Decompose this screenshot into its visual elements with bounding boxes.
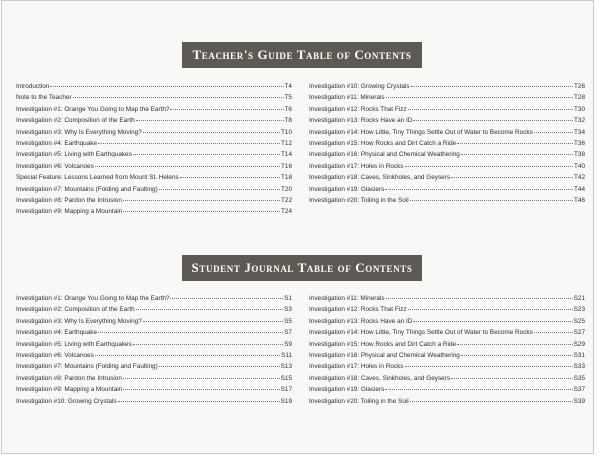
- toc-entry-title: Introduction: [16, 83, 50, 90]
- toc-dot-leader: [170, 109, 283, 110]
- toc-dot-leader: [405, 366, 573, 367]
- toc-dot-leader: [136, 120, 284, 121]
- toc-dot-leader: [98, 332, 283, 333]
- toc-dot-leader: [386, 97, 573, 98]
- toc-entry-title: Investigation #20: Toiling in the Soil: [309, 196, 409, 204]
- toc-dot-leader: [123, 378, 280, 379]
- toc-entry-title: Investigation #1: Orange You Going to Map the Earth?: [16, 105, 170, 113]
- toc-dot-leader: [413, 321, 572, 322]
- toc-dot-leader: [408, 309, 573, 310]
- toc-entry-page: S29: [573, 340, 585, 348]
- toc-entry-page: T32: [573, 117, 585, 125]
- toc-dot-leader: [534, 332, 573, 333]
- document-page: [1, 0, 594, 454]
- student-journal-toc-entry: [16, 373, 292, 384]
- toc-entry-page: S23: [573, 306, 585, 314]
- toc-entry-page: S39: [573, 397, 585, 405]
- toc-dot-leader: [385, 189, 573, 190]
- toc-dot-leader: [133, 344, 283, 345]
- toc-entry-page: S15: [280, 374, 292, 382]
- toc-dot-leader: [73, 97, 284, 98]
- toc-entry-title: Investigation #5: Living with Earthquakes: [16, 151, 132, 159]
- toc-entry-page: T38: [573, 151, 585, 159]
- teacher-guide-toc-entry: [309, 138, 585, 149]
- toc-dot-leader: [411, 86, 573, 87]
- teacher-guide-toc-entry: [309, 92, 585, 103]
- toc-entry-page: T22: [280, 196, 292, 204]
- student-journal-toc-left: [16, 293, 292, 407]
- toc-dot-leader: [133, 154, 280, 155]
- toc-entry-page: T46: [573, 196, 585, 204]
- toc-entry-page: T34: [573, 128, 585, 136]
- teacher-guide-toc-entry: [16, 195, 292, 206]
- student-journal-heading: Student Journal Table of Contents: [182, 255, 422, 281]
- toc-entry-title: Investigation #8: Pardon the Intrusion: [16, 196, 122, 204]
- toc-dot-leader: [385, 389, 572, 390]
- toc-entry-page: T6: [284, 105, 292, 113]
- toc-dot-leader: [451, 177, 573, 178]
- toc-dot-leader: [457, 143, 573, 144]
- toc-entry-title: Investigation #1: Orange You Going to Map the Earth?: [16, 295, 170, 302]
- student-journal-toc-entry: [16, 361, 292, 372]
- toc-dot-leader: [457, 344, 573, 345]
- toc-entry-title: Investigation #13: Rocks Have an ID: [309, 317, 413, 325]
- teacher-guide-toc-entry: [16, 92, 292, 103]
- toc-entry-title: Investigation #6: Volcanoes: [16, 351, 94, 359]
- toc-entry-page: T30: [573, 105, 585, 113]
- student-journal-toc-right: [309, 293, 585, 407]
- student-journal-toc-entry: [309, 316, 585, 327]
- student-journal-toc-entry: [16, 384, 292, 395]
- toc-entry-title: Investigation #11: Minerals: [309, 295, 385, 302]
- teacher-guide-toc-entry: [309, 195, 585, 206]
- toc-entry-title: Investigation #15: How Rocks and Dirt Catch a Ride: [309, 340, 457, 348]
- toc-entry-page: T8: [284, 117, 292, 125]
- toc-entry-title: Investigation #12: Rocks That Fizz: [309, 105, 407, 113]
- toc-dot-leader: [95, 166, 280, 167]
- toc-entry-title: Investigation #7: Mountains (Folding and Faulting): [16, 185, 158, 193]
- toc-entry-page: S7: [284, 329, 292, 337]
- toc-entry-page: S11: [281, 351, 292, 359]
- toc-dot-leader: [136, 309, 284, 310]
- student-journal-toc-entry: [309, 361, 585, 372]
- teacher-guide-toc-entry: [309, 184, 585, 195]
- teacher-guide-toc-entry: [16, 149, 292, 160]
- toc-dot-leader: [405, 166, 573, 167]
- toc-entry-page: T42: [573, 174, 585, 182]
- toc-dot-leader: [98, 143, 280, 144]
- toc-entry-title: Investigation #10: Growing Crystals: [16, 397, 117, 405]
- toc-dot-leader: [118, 401, 280, 402]
- toc-entry-title: Investigation #9: Mapping a Mountain: [16, 208, 123, 216]
- toc-entry-page: S5: [284, 317, 292, 325]
- toc-entry-title: Investigation #13: Rocks Have an ID: [309, 117, 413, 125]
- toc-entry-page: T18: [280, 174, 292, 182]
- toc-dot-leader: [123, 211, 280, 212]
- toc-entry-page: S25: [573, 317, 585, 325]
- toc-dot-leader: [159, 189, 280, 190]
- toc-entry-title: Investigation #2: Composition of the Earth: [16, 117, 135, 125]
- toc-entry-title: Investigation #3: Why Is Everything Moving?: [16, 317, 142, 325]
- toc-dot-leader: [451, 378, 573, 379]
- toc-entry-title: Investigation #5: Living with Earthquakes: [16, 340, 132, 348]
- student-journal-toc-entry: [309, 339, 585, 350]
- teacher-guide-toc-entry: [309, 161, 585, 172]
- toc-entry-title: Investigation #12: Rocks That Fizz: [309, 306, 407, 314]
- toc-entry-title: Investigation #16: Physical and Chemical Weathering: [309, 151, 460, 159]
- toc-entry-page: T12: [280, 139, 292, 147]
- toc-entry-page: S27: [573, 329, 585, 337]
- teacher-guide-toc-left: [16, 81, 292, 218]
- student-journal-toc-entry: [309, 304, 585, 315]
- toc-dot-leader: [410, 200, 573, 201]
- toc-dot-leader: [50, 86, 283, 87]
- student-journal-toc-entry: [16, 316, 292, 327]
- toc-entry-title: Investigation #8: Pardon the Intrusion: [16, 374, 122, 382]
- toc-entry-title: Investigation #11: Minerals: [309, 94, 385, 102]
- teacher-guide-toc-entry: [16, 138, 292, 149]
- toc-entry-title: Investigation #7: Mountains (Folding and Faulting): [16, 363, 158, 371]
- toc-entry-title: Investigation #6: Volcanoes: [16, 162, 94, 170]
- teacher-guide-toc-right: [309, 81, 585, 206]
- toc-entry-title: Investigation #17: Holes in Rocks: [309, 162, 404, 170]
- toc-dot-leader: [180, 177, 280, 178]
- toc-entry-page: S31: [573, 351, 585, 359]
- toc-entry-title: Investigation #18: Caves, Sinkholes, and Geysers: [309, 174, 451, 182]
- teacher-guide-toc-entry: [16, 172, 292, 183]
- student-journal-toc-entry: [309, 350, 585, 361]
- teacher-guide-toc-entry: [309, 115, 585, 126]
- toc-entry-title: Investigation #14: How Little, Tiny Things Settle Out of Water to Become Rocks: [309, 329, 533, 337]
- student-journal-toc-entry: [16, 339, 292, 350]
- teacher-guide-toc-entry: [309, 127, 585, 138]
- student-journal-toc-entry: [309, 293, 585, 304]
- student-journal-toc-entry: [16, 304, 292, 315]
- toc-dot-leader: [534, 132, 573, 133]
- toc-dot-leader: [461, 355, 573, 356]
- toc-entry-page: T40: [573, 162, 585, 170]
- toc-entry-page: T28: [573, 94, 585, 102]
- toc-entry-page: S33: [573, 363, 585, 371]
- toc-entry-title: Investigation #2: Composition of the Earth: [16, 306, 135, 314]
- toc-entry-page: S19: [280, 397, 292, 405]
- teacher-guide-toc-entry: [16, 81, 292, 92]
- toc-entry-title: Investigation #4: Earthquake: [16, 329, 98, 337]
- toc-entry-page: S1: [284, 295, 292, 302]
- toc-dot-leader: [159, 366, 280, 367]
- toc-entry-page: T36: [573, 139, 585, 147]
- toc-entry-title: Investigation #10: Growing Crystals: [309, 83, 410, 90]
- toc-entry-page: T14: [280, 151, 292, 159]
- teacher-guide-toc-entry: [16, 206, 292, 217]
- toc-entry-title: Investigation #17: Holes in Rocks: [309, 363, 404, 371]
- toc-entry-title: Investigation #20: Toiling in the Soil: [309, 397, 409, 405]
- toc-dot-leader: [95, 355, 280, 356]
- toc-dot-leader: [143, 321, 283, 322]
- teacher-guide-toc-entry: [309, 104, 585, 115]
- teacher-guide-toc-entry: [16, 127, 292, 138]
- toc-entry-title: Investigation #18: Caves, Sinkholes, and Geysers: [309, 374, 451, 382]
- teacher-guide-toc-entry: [309, 172, 585, 183]
- toc-entry-title: Investigation #9: Mapping a Mountain: [16, 386, 123, 394]
- toc-entry-page: T24: [280, 208, 292, 216]
- toc-entry-title: Investigation #19: Glaciers: [309, 386, 385, 394]
- teacher-guide-toc-entry: [309, 81, 585, 92]
- toc-entry-page: S21: [573, 295, 585, 302]
- toc-entry-title: Investigation #19: Glaciers: [309, 185, 385, 193]
- toc-entry-page: T44: [573, 185, 585, 193]
- toc-dot-leader: [410, 401, 573, 402]
- toc-entry-page: S35: [573, 374, 585, 382]
- teacher-guide-heading: Teacher's Guide Table of Contents: [182, 42, 422, 68]
- toc-dot-leader: [408, 109, 573, 110]
- toc-dot-leader: [413, 120, 573, 121]
- teacher-guide-toc-entry: [309, 149, 585, 160]
- toc-entry-page: T26: [573, 83, 585, 90]
- toc-entry-title: Investigation #4: Earthquake: [16, 139, 98, 147]
- toc-entry-page: S3: [284, 306, 292, 314]
- student-journal-toc-entry: [309, 384, 585, 395]
- toc-entry-page: S37: [573, 386, 585, 394]
- student-journal-toc-entry: [16, 396, 292, 407]
- toc-dot-leader: [386, 298, 573, 299]
- student-journal-toc-entry: [309, 373, 585, 384]
- student-journal-toc-entry: [309, 327, 585, 338]
- student-journal-toc-entry: [16, 293, 292, 304]
- teacher-guide-toc-entry: [16, 161, 292, 172]
- toc-entry-page: S9: [284, 340, 292, 348]
- student-journal-toc-entry: [16, 327, 292, 338]
- student-journal-toc-entry: [309, 396, 585, 407]
- toc-entry-page: S17: [280, 386, 292, 394]
- teacher-guide-toc-entry: [16, 115, 292, 126]
- toc-entry-page: T4: [284, 83, 292, 90]
- toc-entry-title: Investigation #3: Why Is Everything Moving?: [16, 128, 142, 136]
- toc-entry-title: Investigation #15: How Rocks and Dirt Catch a Ride: [309, 139, 457, 147]
- teacher-guide-toc-entry: [16, 184, 292, 195]
- toc-dot-leader: [461, 154, 573, 155]
- toc-entry-page: S13: [280, 363, 292, 371]
- student-journal-toc-entry: [16, 350, 292, 361]
- toc-dot-leader: [170, 298, 283, 299]
- toc-dot-leader: [123, 200, 280, 201]
- toc-entry-page: T16: [280, 162, 292, 170]
- toc-entry-title: Special Feature: Lessons Learned from Mount St. Helens: [16, 174, 179, 182]
- toc-entry-page: T10: [280, 128, 292, 136]
- toc-entry-page: T20: [280, 185, 292, 193]
- toc-entry-title: Investigation #16: Physical and Chemical Weathering: [309, 351, 460, 359]
- toc-entry-title: Note to the Teacher: [16, 94, 72, 102]
- toc-dot-leader: [143, 132, 280, 133]
- toc-entry-page: T5: [284, 94, 292, 102]
- teacher-guide-toc-entry: [16, 104, 292, 115]
- toc-dot-leader: [123, 389, 279, 390]
- toc-entry-title: Investigation #14: How Little, Tiny Things Settle Out of Water to Become Rocks: [309, 128, 533, 136]
